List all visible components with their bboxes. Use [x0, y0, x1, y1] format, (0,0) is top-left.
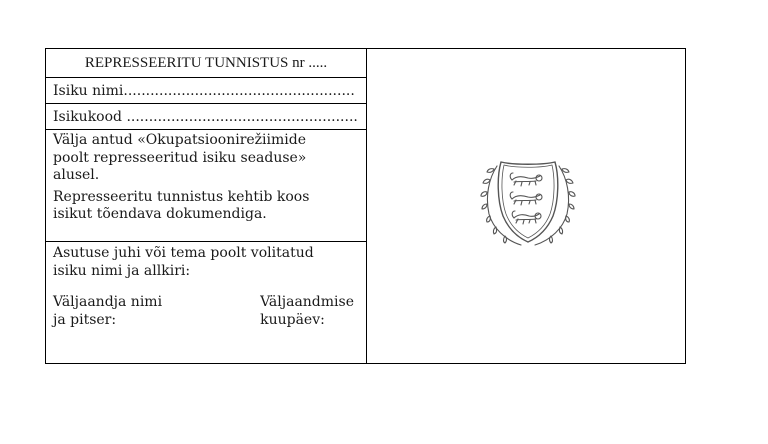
issued-basis-text [53, 132, 359, 185]
emblem-column [367, 49, 685, 363]
date-label-line-1: Väljaandmise [260, 294, 354, 310]
issued-text-line-2: poolt represseeritud isiku seaduse» [53, 149, 307, 166]
validity-text [53, 189, 359, 224]
validity-text-line-1: Represseeritu tunnistus kehtib koos [53, 188, 310, 205]
signature-fields [53, 294, 359, 329]
issuer-name-and-seal-label [53, 294, 162, 329]
person-id-code-line: Isikukood .................................................... [46, 104, 366, 130]
validity-text-line-2: isikut tõendava dokumendiga. [53, 206, 267, 222]
issuer-label-line-1: Väljaandja nimi [53, 294, 163, 310]
certificate-text-column [46, 49, 367, 363]
person-name-line: Isiku nimi.................................................... [46, 78, 366, 104]
issuer-label-line-2: ja pitser: [53, 311, 117, 328]
signature-section [46, 242, 366, 363]
signature-text-line-1: Asutuse juhi või tema poolt volitatud [53, 245, 314, 261]
certificate-title: REPRESSEERITU TUNNISTUS nr ..... [46, 49, 366, 78]
estonian-coat-of-arms-icon [479, 156, 577, 248]
legal-basis-section [46, 130, 366, 242]
issued-text-line-3: alusel. [53, 167, 100, 183]
repressed-person-certificate [45, 48, 686, 364]
signature-text-line-2: isiku nimi ja allkiri: [53, 262, 191, 279]
issue-date-label [260, 294, 359, 329]
issued-text-line-1: Välja antud «Okupatsioonirežiimide [53, 132, 307, 148]
signature-instruction [53, 245, 359, 280]
date-label-line-2: kuupäev: [260, 311, 325, 328]
